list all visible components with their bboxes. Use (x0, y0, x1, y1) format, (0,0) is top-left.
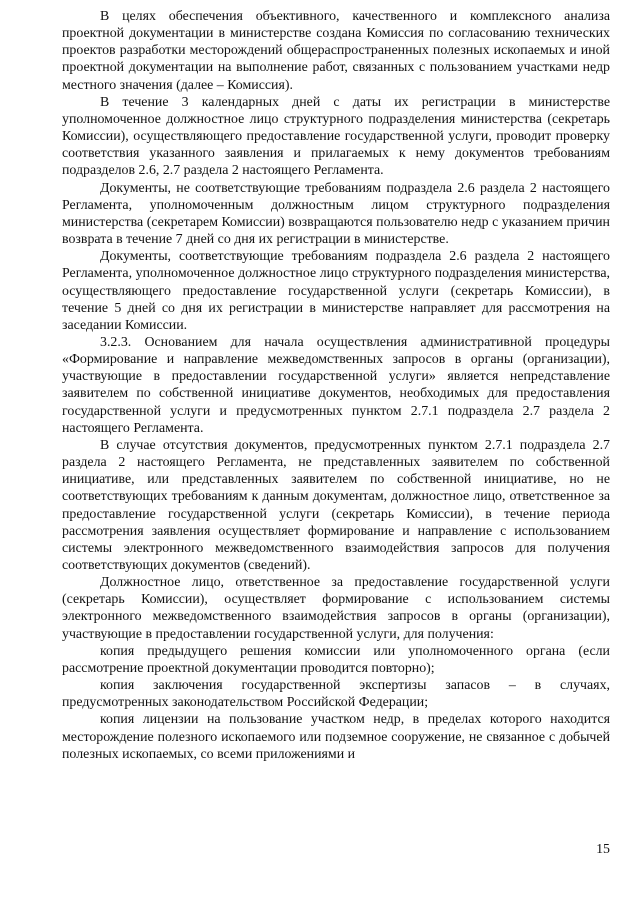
paragraph-return-documents: Документы, не соответствующие требованиям подраздела 2.6 раздела 2 настоящего Регламента, уполномоченным должностным лицом структурного подразделения министерства (секретарем Комиссии) возвращаются пользователю недр с указанием причин возврата в течение 7 дней со дня их регистрации в министерстве. (62, 180, 610, 248)
list-item-expertise-conclusion: копия заключения государственной экспертизы запасов – в случаях, предусмотренных законодательством Российской Федерации; (62, 678, 610, 711)
page-number: 15 (596, 842, 610, 857)
list-item-previous-decision: копия предыдущего решения комиссии или уполномоченного органа (если рассмотрение проектной документации проводится повторно); (62, 643, 610, 676)
paragraph-forward-documents: Документы, соответствующие требованиям подраздела 2.6 раздела 2 настоящего Регламента, уполномоченное должностное лицо структурного подразделения министерства, осуществляющего предоставление государственной услуги (секретарь Комиссии), в течение 5 дней со дня их регистрации в министерстве направляет для рассмотрения на заседании Комиссии. (62, 249, 610, 333)
paragraph-3-2-3: 3.2.3. Основанием для начала осуществления административной процедуры «Формирование и направление межведомственных запросов в органы (организации), участвующие в предоставлении государственной услуги» является непредставление заявителем по собственной инициативе документов, необходимых для предоставления государственной услуги и предусмотренных пунктом 2.7.1 подраздела 2.7 раздела 2 настоящего Регламента. (62, 334, 610, 436)
paragraph-commission: В целях обеспечения объективного, качественного и комплексного анализа проектной документации в министерстве создана Комиссия по согласованию технических проектов разработки месторождений общераспространенных полезных ископаемых и иной проектной документации на выполнение работ, связанных с пользованием участками недр местного значения (далее – Комиссия). (62, 9, 610, 93)
document-body (62, 8, 610, 763)
paragraph-missing-documents: В случае отсутствия документов, предусмотренных пунктом 2.7.1 подраздела 2.7 раздела 2 настоящего Регламента, не представленных заявителем по собственной инициативе, или представленных заявителем по собственной инициативе, но не соответствующих требованиям к данным документам, должностное лицо, ответственное за предоставление государственной услуги (секретарь Комиссии), в течение периода рассмотрения заявления осуществляет формирование и направление с использованием системы электронного межведомственного взаимодействия запросов для получения соответствующих документов (сведений). (62, 437, 610, 573)
paragraph-requests: Должностное лицо, ответственное за предоставление государственной услуги (секретарь Комиссии), осуществляет формирование с использованием системы электронного межведомственного взаимодействия запросов в органы (организации), участвующие в предоставлении государственной услуги, для получения: (62, 575, 610, 642)
paragraph-review-3-days: В течение 3 календарных дней с даты их регистрации в министерстве уполномоченное должностное лицо структурного подразделения министерства (секретарь Комиссии), осуществляющего предоставление государственной услуги, проводит проверку соответствия указанного заявления и прилагаемых к нему документов требованиям подразделов 2.6, 2.7 раздела 2 настоящего Регламента. (62, 94, 610, 179)
list-item-license-copy: копия лицензии на пользование участком недр, в пределах которого находится месторождение полезного ископаемого или подземное сооружение, не связанное с добычей полезных ископаемых, со всеми приложениями и (62, 712, 610, 762)
